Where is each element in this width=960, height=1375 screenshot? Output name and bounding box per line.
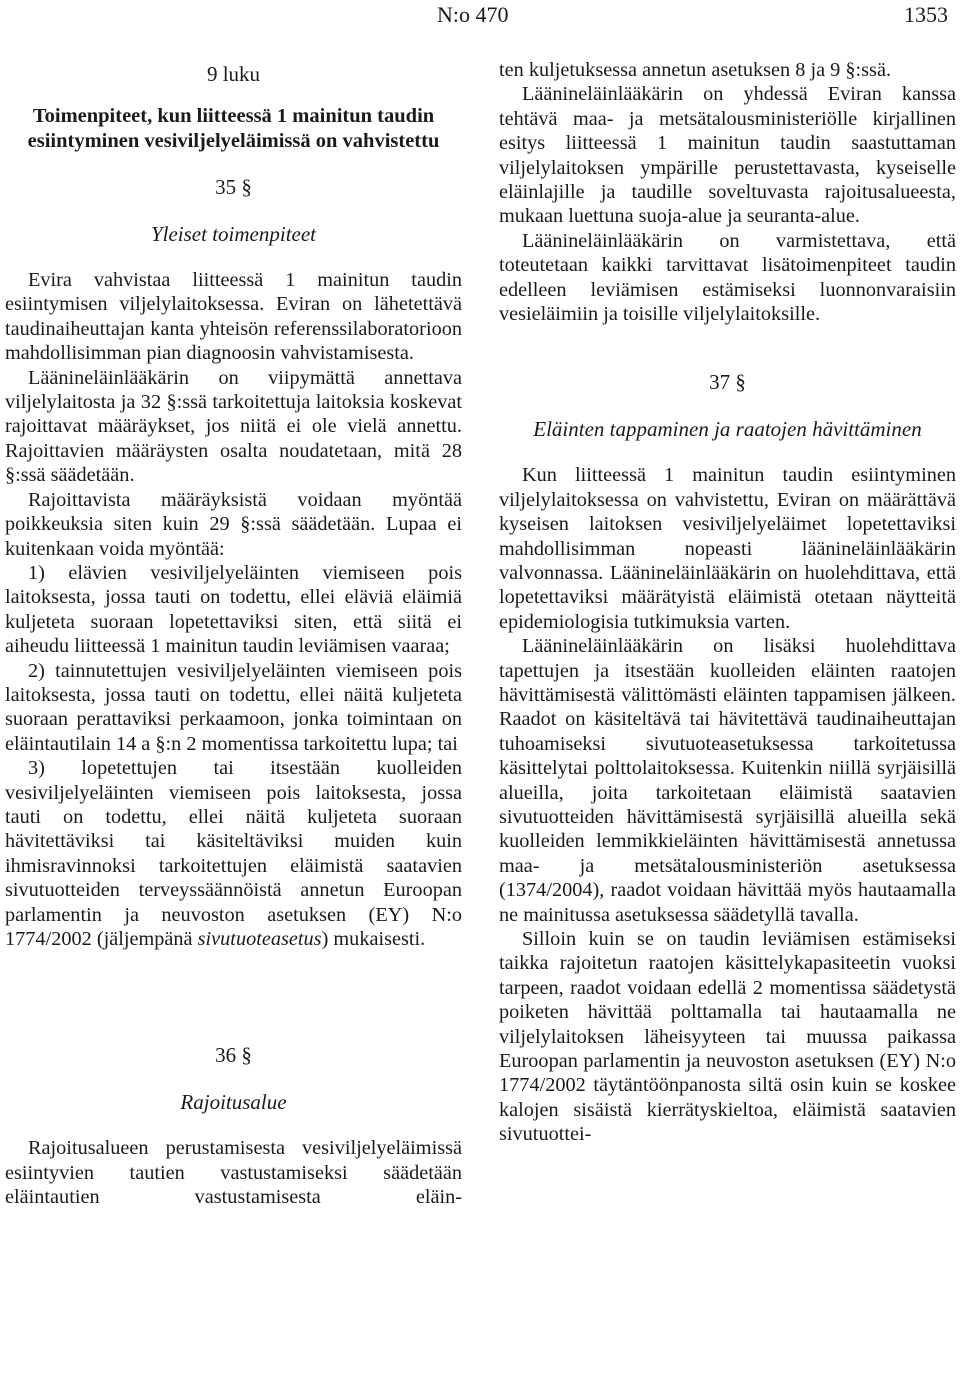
section-37-title: Eläinten tappaminen ja raatojen hävittäminen xyxy=(533,416,922,441)
chapter-title: Toimenpiteet, kun liitteessä 1 mainitun taudin esiintyminen vesiviljelyeläimissä on vahvistettu xyxy=(27,105,440,152)
section-35-item-3-term: sivutuoteasetus xyxy=(197,928,322,950)
section-35-item-3 xyxy=(5,756,462,951)
section-35-title: Yleiset toimenpiteet xyxy=(150,221,317,246)
left-column xyxy=(5,58,462,1209)
section-37-paragraph-1: Kun liitteessä 1 mainitun taudin esiintyminen viljelylaitoksessa on vahvistettu, Eviran on määrättävä kyseisen laitoksen vesiviljelyeläimet lopetettaviksi mahdollisimman nopeasti läänineläinlääkärin valvonnassa. Läänineläinlääkärin on huolehdittava, että lopetettaviksi määrätyistä eläimistä otetaan näytteitä epidemiologisia tutkimuksia varten. xyxy=(499,464,956,633)
section-37-paragraph-3: Silloin kuin se on taudin leviämisen estämiseksi taikka rajoitetun raatojen käsittelykapasiteetin vuoksi tarpeen, raadot voidaan edellä 2 momentissa säädetystä poiketen hävittää polttamalla tai hautaamalla ne viljelylaitoksen läheisyyteen tai muussa paikassa Euroopan parlamentin ja neuvoston asetuksen (EY) N:o 1774/2002 täytäntöönpanosta siltä osin kuin se koskee kalojen sisäistä kierrätyskieltoa, eläimistä saatavien sivutuottei- xyxy=(499,928,956,1146)
section-35-paragraph-3: Rajoittavista määräyksistä voidaan myöntää poikkeuksia siten kuin 29 §:ssä säädetään. Lupaa ei kuitenkaan voida myöntää: xyxy=(5,488,462,560)
section-35-item-3-end: ) mukaisesti. xyxy=(321,928,426,950)
section-35-paragraph-2: Läänineläinlääkärin on viipymättä annettava viljelylaitosta ja 32 §:ssä tarkoitettuja laitoksia koskevat rajoittavat määräykset, jos niitä ei ole vielä annettu. Rajoittavien määräysten osalta noudatetaan, mitä 28 §:ssä säädetään. xyxy=(5,366,462,487)
section-36-title: Rajoitusalue xyxy=(180,1089,287,1114)
section-37-paragraph-2: Läänineläinlääkärin on lisäksi huolehdittava tapettujen ja itsestään kuolleiden eläinten raatojen hävittämisestä välittömästi eläinten tappamisen jälkeen. Raadot on käsiteltävä tai hävitettävä taudinaiheuttajan tuhoamiseksi sivutuoteasetuksessa tarkoitetussa käsittelytai polttolaitoksessa. Kuitenkin niillä syrjäisillä alueilla, joita tarkoitetaan eläimistä saatavien sivutuotteiden hävittämisestä syrjäisillä alueilla sekä kuolleiden lemmikkieläinten hävittämisestä annetussa maa- ja metsätalousministeriön asetuksessa (1374/2004), raadot voidaan hävittää myös hautaamalla ne mainitussa asetuksessa säädetyllä tavalla. xyxy=(499,635,956,926)
page-header xyxy=(0,0,960,32)
section-35-paragraph-1: Evira vahvistaa liitteessä 1 mainitun taudin esiintymisen viljelylaitoksessa. Eviran on lähetettävä taudinaiheuttajan kanta yhteisön referenssilaboratorioon mahdollisimman pian diagnoosin vahvistamisesta. xyxy=(5,269,462,365)
section-36-paragraph-2: Läänineläinlääkärin on yhdessä Eviran kanssa tehtävä maa- ja metsätalousministeriölle kirjallinen esitys liitteessä 1 mainitun taudin saastuttaman viljelylaitoksen ympärille perustettavasta, kyseiselle eläinlajille ja taudille soveltuvasta rajoitusalueesta, mukaan luettuna suoja-alue ja seuranta-alue. xyxy=(499,83,956,228)
right-column xyxy=(499,58,956,1147)
section-36-paragraph-1-continued: ten kuljetuksessa annetun asetuksen 8 ja 9 §:ssä. xyxy=(499,59,892,81)
section-37-number: 37 § xyxy=(709,370,746,395)
section-36-paragraph-3: Läänineläinlääkärin on varmistettava, että toteutetaan kaikki tarvittavat lisätoimenpiteet taudin edelleen leviämisen estämiseksi luonnonvaraisiin vesieläimiin ja toisille viljelylaitoksille. xyxy=(499,229,956,326)
section-35-number: 35 § xyxy=(215,175,252,200)
section-36-number: 36 § xyxy=(215,1043,252,1068)
issue-number: N:o 470 xyxy=(437,2,509,27)
section-35-item-3-text: 3) lopetettujen tai itsestään kuolleiden vesiviljelyeläinten viemiseen pois laitoksesta, jossa tauti on todettu, ellei näitä kuljeteta suoraan hävitettäviksi tai käsiteltäviksi muiden kuin ihmisravinnoksi tarkoitettujen eläimistä saatavien sivutuotteiden terveyssäännöistä annetun Euroopan parlamentin ja neuvoston asetuksen (EY) N:o 1774/2002 (jäljempänä xyxy=(5,757,462,950)
chapter-label: 9 luku xyxy=(206,62,261,86)
section-35-item-1: 1) elävien vesiviljelyeläinten viemiseen pois laitoksesta, jossa tauti on todettu, ellei eläviä eläimiä kuljeteta suoraan lopetettaviksi siten, että siitä ei aiheudu liitteessä 1 mainitun taudin leviämisen vaaraa; xyxy=(5,561,462,658)
section-35-item-2: 2) tainnutettujen vesiviljelyeläinten viemiseen pois laitoksesta, jossa tauti on todettu, ellei näitä kuljeteta suoraan perattaviksi perkaamoon, jonka toimintaan on eläintautilain 14 a §:n 2 momentissa tarkoitettu lupa; tai xyxy=(5,659,462,755)
page-number: 1353 xyxy=(904,2,948,27)
section-36-paragraph-1: Rajoitusalueen perustamisesta vesiviljelyeläimissä esiintyvien tautien vastustamiseksi säädetään eläintautien vastustamisesta eläin- xyxy=(5,1137,462,1209)
